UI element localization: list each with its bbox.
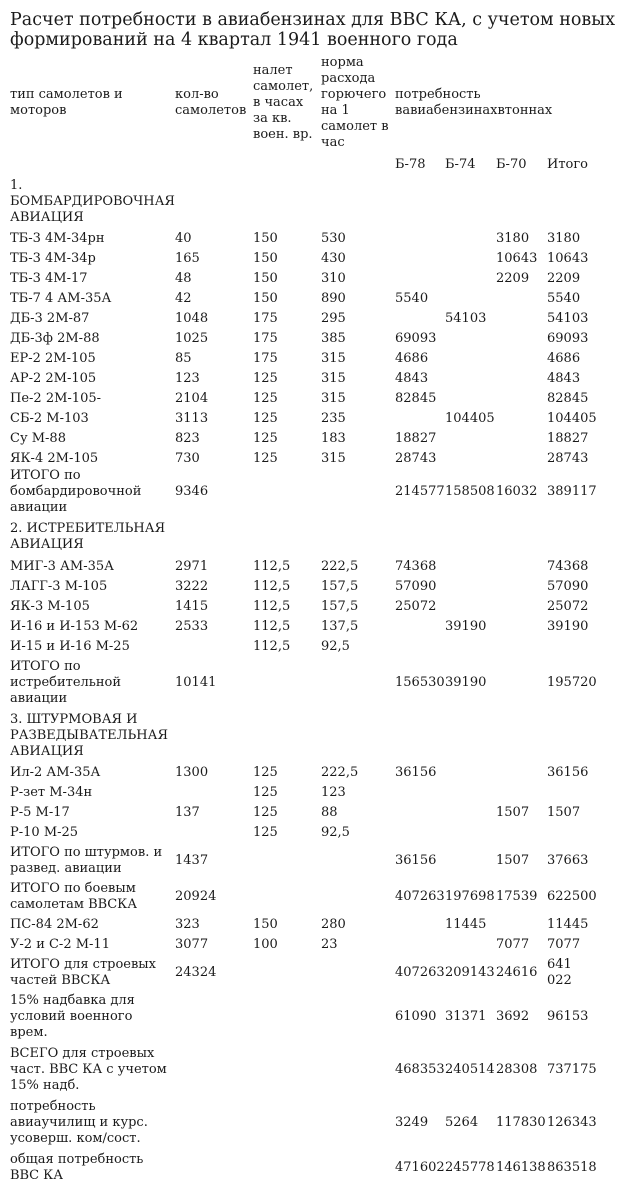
cell-total: 54103 [547,311,589,326]
cell-type: ЕР-2 2М-105 [10,351,96,366]
cell-count: 40 [175,231,192,246]
cell-norm: 183 [321,431,346,446]
cell-type: 3. ШТУРМОВАЯ И РАЗВЕДЫВАТЕЛЬНАЯ АВИАЦИЯ [10,712,168,759]
cell-hours: 175 [253,331,278,346]
cell-count: 1415 [175,599,209,614]
cell-hours: 150 [253,231,278,246]
cell-total: 25072 [547,599,589,614]
cell-norm: 295 [321,311,346,326]
header-type: тип самолетов и моторов [10,87,123,118]
cell-type: ЯК-4 2М-105 [10,451,99,466]
header-count: кол-во самолетов [175,87,247,118]
cell-norm: 222,5 [321,559,359,574]
cell-total: 389117 [547,484,597,499]
cell-hours: 125 [253,825,278,840]
cell-type: ДБ-3ф 2М-88 [10,331,100,346]
header-hours: налет самолет, в часах за кв. воен. вр. [253,63,314,142]
cell-b78: 57090 [395,579,437,594]
cell-norm: 315 [321,391,346,406]
cell-norm: 88 [321,805,338,820]
cell-total: 74368 [547,559,589,574]
cell-hours: 100 [253,937,278,952]
cell-b74: 39190 [445,675,487,690]
cell-count: 165 [175,251,200,266]
cell-b70: 17539 [496,889,538,904]
cell-b70: 3692 [496,1009,530,1024]
cell-type: И-16 и И-153 М-62 [10,619,139,634]
cell-type: И-15 и И-16 М-25 [10,639,130,654]
cell-b70: 16032 [496,484,538,499]
cell-type: ИТОГО по бомбардировочной авиации [10,468,142,515]
cell-b78: 69093 [395,331,437,346]
cell-type: ИТОГО по штурмов. и развед. авиации [10,845,163,876]
cell-type: ТБ-3 4М-34р [10,251,96,266]
cell-type: Р-зет М-34н [10,785,93,800]
cell-norm: 157,5 [321,579,359,594]
cell-b74: 5264 [445,1115,479,1130]
cell-b78: 61090 [395,1009,437,1024]
cell-hours: 112,5 [253,639,291,654]
cell-count: 3077 [175,937,209,952]
cell-hours: 175 [253,311,278,326]
cell-count: 3113 [175,411,209,426]
cell-b74: 245778 [445,1160,495,1175]
cell-total: 3180 [547,231,581,246]
cell-type: ИТОГО по истребительной авиации [10,659,122,706]
cell-b74: 104405 [445,411,495,426]
cell-norm: 310 [321,271,346,286]
cell-type: ТБ-3 4М-34рн [10,231,105,246]
cell-norm: 530 [321,231,346,246]
cell-count: 1437 [175,853,209,868]
header-b78: Б-78 [395,157,426,172]
cell-total: 82845 [547,391,589,406]
header-norm: норма расхода горючего на 1 самолет в час [321,55,389,150]
cell-b78: 82845 [395,391,437,406]
cell-total: 11445 [547,917,589,932]
cell-count: 2971 [175,559,209,574]
cell-b78: 407263 [395,889,445,904]
cell-total: 96153 [547,1009,589,1024]
cell-b74: 158508 [445,484,495,499]
cell-norm: 92,5 [321,825,350,840]
cell-hours: 112,5 [253,579,291,594]
cell-b78: 28743 [395,451,437,466]
cell-count: 10141 [175,675,217,690]
cell-hours: 112,5 [253,599,291,614]
cell-total: 622500 [547,889,597,904]
cell-b70: 28308 [496,1062,538,1077]
cell-count: 2533 [175,619,209,634]
cell-total: 104405 [547,411,597,426]
cell-b70: 146138 [496,1160,546,1175]
cell-type: 1. БОМБАРДИРОВОЧНАЯ АВИАЦИЯ [10,178,175,225]
cell-total: 2209 [547,271,581,286]
cell-b78: 5540 [395,291,429,306]
cell-norm: 123 [321,785,346,800]
cell-type: ВСЕГО для строевых част. ВВС КА с учетом 15% надб. [10,1046,167,1093]
cell-type: ЯК-3 М-105 [10,599,90,614]
cell-b78: 3249 [395,1115,429,1130]
cell-hours: 125 [253,765,278,780]
cell-count: 1048 [175,311,209,326]
cell-b78: 36156 [395,765,437,780]
cell-norm: 137,5 [321,619,359,634]
cell-hours: 175 [253,351,278,366]
cell-total: 37663 [547,853,589,868]
cell-type: Пе-2 2М-105- [10,391,102,406]
cell-hours: 125 [253,371,278,386]
header-total: Итого [547,157,588,172]
cell-norm: 430 [321,251,346,266]
cell-total: 57090 [547,579,589,594]
cell-b78: 74368 [395,559,437,574]
cell-count: 42 [175,291,192,306]
cell-type: ТБ-7 4 АМ-35А [10,291,112,306]
cell-hours: 125 [253,391,278,406]
cell-b78: 214577 [395,484,445,499]
cell-count: 24324 [175,965,217,980]
cell-b78: 407263 [395,965,445,980]
cell-b74: 11445 [445,917,487,932]
cell-total: 10643 [547,251,589,266]
cell-hours: 150 [253,271,278,286]
cell-norm: 315 [321,451,346,466]
cell-total: 69093 [547,331,589,346]
cell-type: СБ-2 М-103 [10,411,89,426]
cell-b78: 25072 [395,599,437,614]
cell-hours: 125 [253,805,278,820]
cell-b78: 4843 [395,371,429,386]
cell-type: Ил-2 АМ-35А [10,765,101,780]
cell-b70: 117830 [496,1115,546,1130]
cell-count: 48 [175,271,192,286]
cell-type: ДБ-3 2М-87 [10,311,90,326]
cell-norm: 222,5 [321,765,359,780]
cell-norm: 315 [321,371,346,386]
cell-total: 641 022 [547,957,572,988]
cell-total: 863518 [547,1160,597,1175]
cell-norm: 235 [321,411,346,426]
cell-hours: 125 [253,431,278,446]
cell-b74: 39190 [445,619,487,634]
cell-b74: 31371 [445,1009,487,1024]
cell-type: У-2 и С-2 М-11 [10,937,110,952]
cell-norm: 23 [321,937,338,952]
cell-total: 4686 [547,351,581,366]
cell-count: 137 [175,805,200,820]
cell-b74: 240514 [445,1062,495,1077]
cell-count: 2104 [175,391,209,406]
cell-norm: 890 [321,291,346,306]
cell-type: Р-10 М-25 [10,825,79,840]
cell-b74: 54103 [445,311,487,326]
cell-hours: 112,5 [253,619,291,634]
cell-count: 85 [175,351,192,366]
cell-norm: 92,5 [321,639,350,654]
cell-b78: 18827 [395,431,437,446]
cell-total: 5540 [547,291,581,306]
cell-b70: 24616 [496,965,538,980]
cell-b78: 4686 [395,351,429,366]
cell-hours: 150 [253,291,278,306]
cell-b70: 1507 [496,805,530,820]
cell-b78: 156530 [395,675,445,690]
cell-type: ИТОГО по боевым самолетам ВВСКА [10,881,138,912]
cell-count: 323 [175,917,200,932]
cell-total: 18827 [547,431,589,446]
cell-b78: 36156 [395,853,437,868]
cell-type: 15% надбавка для условий военного врем. [10,993,135,1040]
header-b74: Б-74 [445,157,476,172]
cell-total: 1507 [547,805,581,820]
cell-type: Р-5 М-17 [10,805,70,820]
cell-count: 20924 [175,889,217,904]
cell-norm: 385 [321,331,346,346]
cell-b70: 2209 [496,271,530,286]
cell-type: потребность авиаучилищ и курс. усоверш. ком/сост. [10,1099,148,1146]
cell-b70: 7077 [496,937,530,952]
cell-total: 28743 [547,451,589,466]
cell-type: Су М-88 [10,431,66,446]
cell-norm: 157,5 [321,599,359,614]
cell-b70: 10643 [496,251,538,266]
cell-norm: 315 [321,351,346,366]
cell-type: ЛАГГ-3 М-105 [10,579,108,594]
cell-hours: 150 [253,917,278,932]
cell-norm: 280 [321,917,346,932]
cell-total: 39190 [547,619,589,634]
cell-total: 36156 [547,765,589,780]
cell-total: 126343 [547,1115,597,1130]
cell-b70: 3180 [496,231,530,246]
cell-type: МИГ-3 АМ-35А [10,559,114,574]
cell-hours: 150 [253,251,278,266]
cell-count: 9346 [175,484,209,499]
cell-hours: 125 [253,411,278,426]
header-need: потребность вавиабензинахвтоннах [395,87,553,118]
cell-type: 2. ИСТРЕБИТЕЛЬНАЯ АВИАЦИЯ [10,521,166,552]
header-b70: Б-70 [496,157,527,172]
cell-b74: 197698 [445,889,495,904]
cell-b70: 1507 [496,853,530,868]
cell-type: АР-2 2М-105 [10,371,97,386]
cell-count: 1300 [175,765,209,780]
cell-type: общая потребность ВВС КА [10,1152,144,1183]
cell-hours: 125 [253,451,278,466]
cell-hours: 125 [253,785,278,800]
cell-type: ИТОГО для строевых частей ВВСКА [10,957,156,988]
cell-count: 123 [175,371,200,386]
cell-total: 7077 [547,937,581,952]
cell-type: ТБ-3 4М-17 [10,271,88,286]
cell-total: 4843 [547,371,581,386]
cell-b74: 209143 [445,965,495,980]
cell-count: 823 [175,431,200,446]
cell-count: 730 [175,451,200,466]
cell-hours: 112,5 [253,559,291,574]
page-title: Расчет потребности в авиабензинах для ВВС КА, с учетом новых формирований на 4 квартал 1941 военного года [10,10,616,50]
cell-b78: 468353 [395,1062,445,1077]
cell-type: ПС-84 2М-62 [10,917,99,932]
cell-total: 195720 [547,675,597,690]
cell-total: 737175 [547,1062,597,1077]
cell-b78: 471602 [395,1160,445,1175]
cell-count: 3222 [175,579,209,594]
cell-count: 1025 [175,331,209,346]
